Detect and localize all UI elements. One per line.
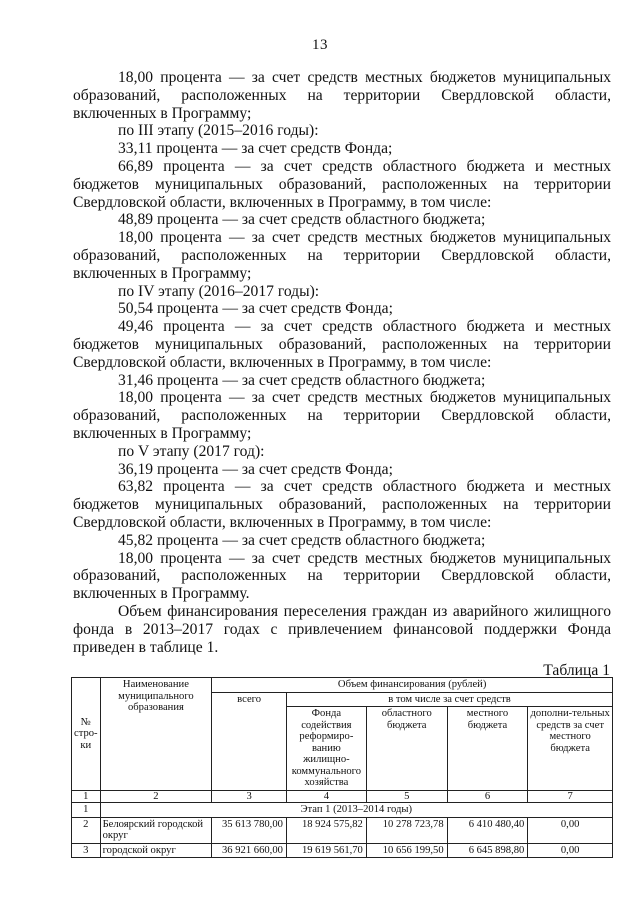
paragraph: 48,89 процента — за счет средств областного бюджета; [118,211,486,229]
paragraph: по III этапу (2015–2016 годы): [118,122,319,140]
row-no: 2 [72,817,101,843]
row-fund: 19 619 561,70 [286,843,366,858]
header-regional: областного бюджета [366,707,447,791]
row-no: 3 [72,843,101,858]
row-name: городской округ [100,843,212,858]
table-row [72,843,613,858]
row-fund: 18 924 575,82 [286,817,366,843]
row-total: 35 613 780,00 [212,817,287,843]
row-local: 6 645 898,80 [447,843,528,858]
paragraph: 36,19 процента — за счет средств Фонда; [118,460,393,478]
body-text [73,69,611,656]
column-number: 5 [366,791,447,803]
header-name: Наименование муниципального образования [100,678,212,791]
header-including: в том числе за счет средств [286,692,612,707]
row-name: Белоярский городской округ [100,817,212,843]
paragraph: 31,46 процента — за счет средств областного бюджета; [118,371,486,389]
column-number: 2 [100,791,212,803]
header-extra: дополни-тельных средств за счет местного бюджета [528,707,613,791]
funding-table [71,677,613,858]
paragraph: по V этапу (2017 год): [118,442,265,460]
paragraph: 50,54 процента — за счет средств Фонда; [118,300,393,318]
column-number: 1 [72,791,101,803]
table-header-row [72,678,613,693]
row-extra: 0,00 [528,817,613,843]
paragraph: 63,82 процента — за счет средств областного бюджета и местных бюджетов муниципальных образований, расположенных на территории Свердловской области, включенных в Программу, в том числе: [73,478,611,531]
stage-row-no: 1 [72,803,101,818]
paragraph: 66,89 процента — за счет средств областного бюджета и местных бюджетов муниципальных образований, расположенных на территории Свердловской области, включенных в Программу, в том числе: [73,157,611,211]
column-number: 6 [447,791,528,803]
header-volume: Объем финансирования (рублей) [212,678,613,693]
paragraph: 49,46 процента — за счет средств областного бюджета и местных бюджетов муниципальных образований, расположенных на территории Свердловской области, включенных в Программу, в том числе: [73,318,611,371]
page-number: 13 [312,37,328,53]
row-total: 36 921 660,00 [212,843,287,858]
paragraph: 33,11 процента — за счет средств Фонда; [118,140,393,158]
paragraph: 18,00 процента — за счет средств местных бюджетов муниципальных образований, расположенных на территории Свердловской области, включенных в Программу; [73,69,611,122]
row-local: 6 410 480,40 [447,817,528,843]
header-local: местного бюджета [447,707,528,791]
paragraph: 18,00 процента — за счет средств местных бюджетов муниципальных образований, расположенных на территории Свердловской области, включенных в Программу; [73,229,611,282]
column-number: 4 [286,791,366,803]
table-row [72,817,613,843]
header-fund: Фонда содействия реформиро-ванию жилищно-коммунального хозяйства [286,707,366,791]
paragraph: 18,00 процента — за счет средств местных бюджетов муниципальных образований, расположенных на территории Свердловской области, включенных в Программу; [73,389,611,442]
row-regional: 10 278 723,78 [366,817,447,843]
column-number: 7 [528,791,613,803]
paragraph: по IV этапу (2016–2017 годы): [118,282,320,300]
paragraph: 45,82 процента — за счет средств областного бюджета; [118,531,486,549]
row-extra: 0,00 [528,843,613,858]
stage-label: Этап 1 (2013–2014 годы) [100,803,612,818]
column-number: 3 [212,791,287,803]
row-regional: 10 656 199,50 [366,843,447,858]
column-numbers-row [72,791,613,803]
header-row-no: № стро-ки [72,678,101,791]
paragraph: Объем финансирования переселения граждан из аварийного жилищного фонда в 2013–2017 годах с привлечением финансовой поддержки Фонда приведен в таблице 1. [73,602,611,656]
header-total: всего [212,692,287,791]
paragraph: 18,00 процента — за счет средств местных бюджетов муниципальных образований, расположенных на территории Свердловской области, включенных в Программу. [73,549,611,603]
stage-row [72,803,613,818]
table-caption: Таблица 1 [543,662,610,679]
